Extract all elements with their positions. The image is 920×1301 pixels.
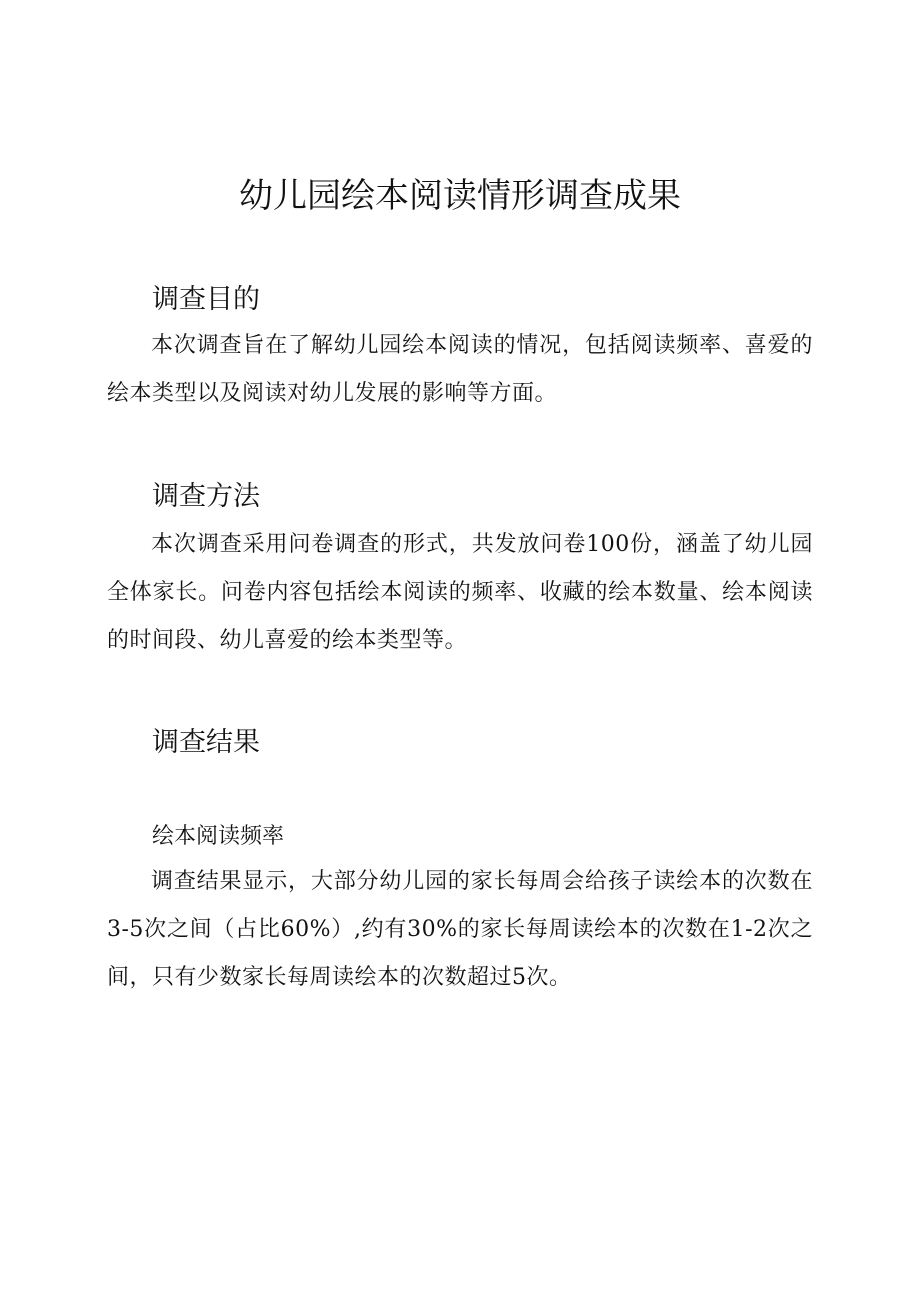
section-heading-method: 调查方法: [152, 481, 260, 512]
section-paragraph-method: 本次调查采用问卷调查的形式，共发放问卷100份，涵盖了幼儿园全体家长。问卷内容包括绘本阅读的频率、收藏的绘本数量、绘本阅读的时间段、幼儿喜爱的绘本类型等。: [107, 532, 813, 653]
subsection-paragraph-reading-frequency: 调查结果显示，大部分幼儿园的家长每周会给孩子读绘本的次数在3-5次之间（占比60%）,约有30%的家长每周读绘本的次数在1-2次之间，只有少数家长每周读绘本的次数超过5次。: [107, 869, 813, 990]
section-heading-purpose: 调查目的: [152, 284, 260, 315]
section-paragraph-purpose: 本次调查旨在了解幼儿园绘本阅读的情况，包括阅读频率、喜爱的绘本类型以及阅读对幼儿发展的影响等方面。: [107, 333, 813, 406]
subsection-heading-reading-frequency: 绘本阅读频率: [152, 824, 285, 849]
section-heading-results: 调查结果: [152, 727, 260, 758]
page-title: 幼儿园绘本阅读情形调查成果: [239, 176, 681, 216]
